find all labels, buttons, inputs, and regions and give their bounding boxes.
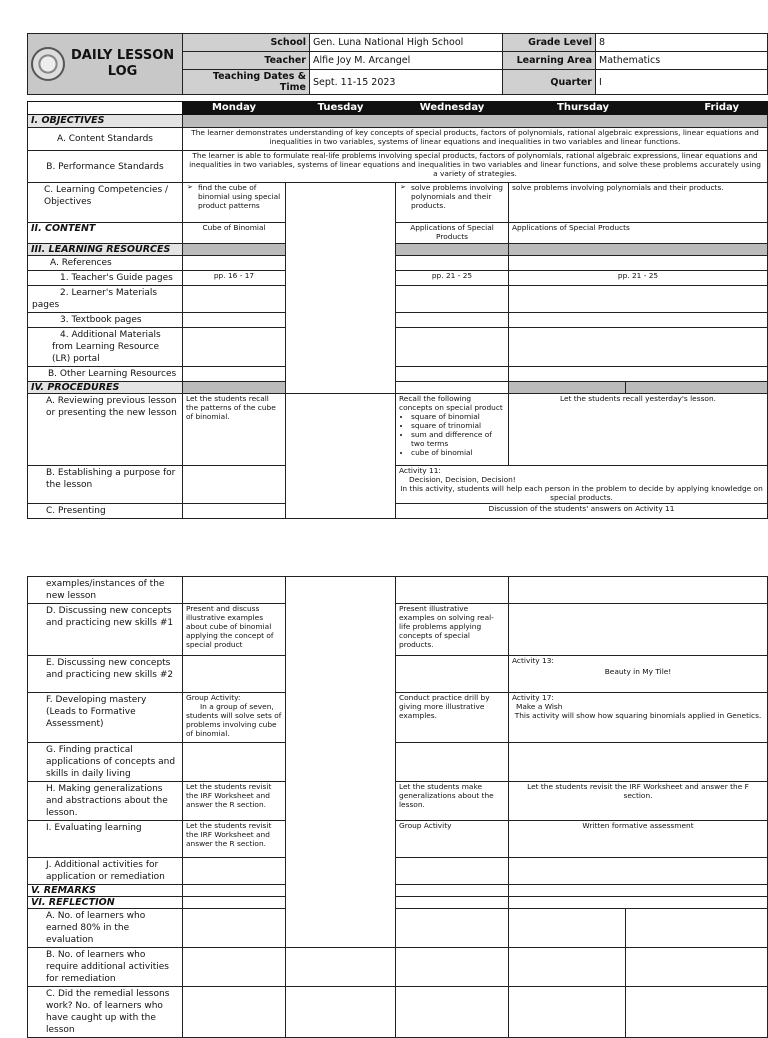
- day-friday: Friday: [704, 102, 740, 113]
- refl-c-fri: [626, 987, 768, 1038]
- activity-11-desc: In this activity, students will help each person in the problem to decide by applying knowledge on special products.: [400, 484, 763, 502]
- content-wed: Applications of Special Products: [396, 223, 509, 244]
- grade-label: Grade Level: [503, 34, 596, 52]
- day-thursday-friday: [509, 102, 768, 115]
- list-item: • square of binomial: [411, 412, 505, 421]
- reflection-thu: [509, 897, 768, 909]
- proc-bar-mon: [183, 382, 286, 394]
- tuesday-blank-3: [286, 577, 396, 948]
- remarks-mon: [183, 885, 286, 897]
- list-item: • cube of binomial: [411, 448, 505, 457]
- reflection-b-label: B. No. of learners who require additional activities for remediation: [28, 948, 183, 987]
- proc-h-mon: Let the students revisit the IRF Worksheet and answer the R section.: [183, 782, 286, 821]
- deped-seal-icon: [31, 47, 65, 81]
- refl-c-wed: [396, 987, 509, 1038]
- day-thursday: Thursday: [557, 102, 610, 113]
- content-section: II. CONTENT: [28, 223, 183, 244]
- remarks-thu: [509, 885, 768, 897]
- reflection-section: VI. REFLECTION: [28, 897, 183, 909]
- proc-a-label: A. Reviewing previous lesson or presenting the new lesson: [28, 394, 183, 466]
- proc-bar-tue: [396, 382, 509, 394]
- proc-c2-mon: [183, 577, 286, 604]
- tb-thu: [509, 313, 768, 328]
- objectives-bar: [183, 115, 768, 128]
- corner-cell: [28, 102, 183, 115]
- proc-c-label: C. Presenting: [28, 504, 183, 519]
- content-standards-label: A. Content Standards: [28, 128, 183, 151]
- performance-standards-text: The learner is able to formulate real-life problems involving special products, factors of polynomials, rational algebraic expressions, linear equations and inequalities in two variables, systems of linear equations and inequalities in two variables and linear functions, and solve these problems accurately using a variety of strategies.: [183, 151, 768, 183]
- proc-e-mon: [183, 656, 286, 693]
- reflection-mon: [183, 897, 286, 909]
- proc-g-thu: [509, 743, 768, 782]
- remarks-wed: [396, 885, 509, 897]
- refs-thu: [509, 256, 768, 271]
- refl-c-thu: [509, 987, 626, 1038]
- refl-a-wed: [396, 909, 509, 948]
- competency-mon: [183, 183, 286, 223]
- teacher-label: Teacher: [183, 52, 310, 70]
- references-label: A. References: [28, 256, 183, 271]
- proc-e-wed: [396, 656, 509, 693]
- textbook-label: 3. Textbook pages: [28, 313, 183, 328]
- refl-a-fri: [626, 909, 768, 948]
- objectives-section: I. OBJECTIVES: [28, 115, 183, 128]
- school-label: School: [183, 34, 310, 52]
- day-wednesday: Wednesday: [396, 102, 509, 115]
- other-thu: [509, 367, 768, 382]
- group-activity-label: Group Activity:: [186, 693, 241, 702]
- content-thu: Applications of Special Products: [509, 223, 768, 244]
- proc-i-mon: Let the students revisit the IRF Worksheet and answer the R section.: [183, 821, 286, 858]
- quarter-label: Quarter: [503, 70, 596, 95]
- other-mon: [183, 367, 286, 382]
- proc-g-wed: [396, 743, 509, 782]
- proc-d-mon: Present and discuss illustrative examples about cube of binomial applying the concept of special product: [183, 604, 286, 656]
- proc-f-thu: [509, 693, 768, 743]
- tg-thu: pp. 21 - 25: [509, 271, 768, 286]
- list-item: • sum and difference of two terms: [411, 430, 505, 448]
- proc-c-wed: Discussion of the students' answers on Activity 11: [396, 504, 768, 519]
- refl-b-mon: [183, 948, 286, 987]
- proc-h-thu: Let the students revisit the IRF Worksheet and answer the F section.: [509, 782, 768, 821]
- dates-label: Teaching Dates & Time: [183, 70, 310, 95]
- tb-mon: [183, 313, 286, 328]
- proc-j-thu: [509, 858, 768, 885]
- school-value: Gen. Luna National High School: [310, 34, 503, 52]
- proc-j-mon: [183, 858, 286, 885]
- proc-c2-wed: [396, 577, 509, 604]
- proc-e-thu: [509, 656, 768, 693]
- refl-c-tue: [286, 987, 396, 1038]
- competency-wed-item: ➢ solve problems involving polynomials and their products.: [411, 183, 505, 210]
- proc-j-wed: [396, 858, 509, 885]
- activity-11-title: Decision, Decision, Decision!: [409, 475, 516, 484]
- reflection-c-label: C. Did the remedial lessons work? No. of learners who have caught up with the lesson: [28, 987, 183, 1038]
- proc-c2-thu: [509, 577, 768, 604]
- proc-d-thu: [509, 604, 768, 656]
- proc-d-wed: Present illustrative examples on solving real-life problems applying concepts of special products.: [396, 604, 509, 656]
- tg-wed: pp. 21 - 25: [396, 271, 509, 286]
- content-mon: Cube of Binomial: [183, 223, 286, 244]
- proc-f-label: F. Developing mastery (Leads to Formative Assessment): [28, 693, 183, 743]
- competency-mon-item: ➢ find the cube of binomial using special product patterns: [198, 183, 282, 210]
- add-thu: [509, 328, 768, 367]
- activity-11-label: Activity 11:: [399, 466, 441, 475]
- proc-a-wed-intro: Recall the following concepts on special product: [399, 394, 503, 412]
- title-line1: DAILY LESSON: [71, 48, 175, 63]
- tg-label: 1. Teacher's Guide pages: [28, 271, 183, 286]
- proc-i-wed: Group Activity: [396, 821, 509, 858]
- lm-mon: [183, 286, 286, 313]
- proc-b-mon: [183, 466, 286, 504]
- remarks-section: V. REMARKS: [28, 885, 183, 897]
- lm-wed: [396, 286, 509, 313]
- proc-i-label: I. Evaluating learning: [28, 821, 183, 858]
- refl-b-tue: [286, 948, 396, 987]
- area-label: Learning Area: [503, 52, 596, 70]
- content-standards-text: The learner demonstrates understanding of key concepts of special products, factors of polynomials, rational algebraic expressions, linear equations and inequalities in two variables, systems of linear equations and inequalities in two variables and linear functions.: [183, 128, 768, 151]
- proc-b-wed: [396, 466, 768, 504]
- proc-a-mon: Let the students recall the patterns of the cube of binomial.: [183, 394, 286, 466]
- proc-h-label: H. Making generalizations and abstractions about the lesson.: [28, 782, 183, 821]
- refl-c-mon: [183, 987, 286, 1038]
- day-tuesday: Tuesday: [286, 102, 396, 115]
- resources-bar-mon: [183, 244, 286, 256]
- teacher-value: Alfie Joy M. Arcangel: [310, 52, 503, 70]
- competency-wed: [396, 183, 509, 223]
- proc-d-label: D. Discussing new concepts and practicing new skills #1: [28, 604, 183, 656]
- proc-bar-wed: [509, 382, 626, 394]
- header-table: [27, 33, 768, 95]
- quarter-value: I: [596, 70, 768, 95]
- activity-17-desc: This activity will show how squaring binomials applied in Genetics.: [514, 711, 762, 720]
- lesson-table-page2: [27, 576, 768, 1038]
- refl-b-thu: [509, 948, 626, 987]
- proc-g-label: G. Finding practical applications of concepts and skills in daily living: [28, 743, 183, 782]
- list-item: • square of trinomial: [411, 421, 505, 430]
- proc-b-label: B. Establishing a purpose for the lesson: [28, 466, 183, 504]
- refl-b-fri: [626, 948, 768, 987]
- resources-bar-thu: [509, 244, 768, 256]
- tuesday-blank-2: [286, 394, 396, 519]
- tuesday-blank-1: [286, 183, 396, 394]
- proc-c-label-cont: examples/instances of the new lesson: [28, 577, 183, 604]
- group-activity-desc: In a group of seven, students will solve sets of problems involving cube of binomial.: [186, 702, 282, 738]
- add-wed: [396, 328, 509, 367]
- resources-bar-wed: [396, 244, 509, 256]
- refl-a-thu: [509, 909, 626, 948]
- lm-thu: [509, 286, 768, 313]
- grade-value: 8: [596, 34, 768, 52]
- activity-13-label: Activity 13:: [512, 656, 554, 665]
- competency-thu: solve problems involving polynomials and their products.: [509, 183, 768, 223]
- proc-c-mon: [183, 504, 286, 519]
- procedures-section: IV. PROCEDURES: [28, 382, 183, 394]
- competencies-label: C. Learning Competencies / Objectives: [28, 183, 183, 223]
- proc-a-thu: Let the students recall yesterday's lesson.: [509, 394, 768, 466]
- activity-17-label: Activity 17:: [512, 693, 554, 702]
- area-value: Mathematics: [596, 52, 768, 70]
- lm-label: 2. Learner's Materials pages: [28, 286, 183, 313]
- refl-a-mon: [183, 909, 286, 948]
- proc-e-label: E. Discussing new concepts and practicing new skills #2: [28, 656, 183, 693]
- resources-section: III. LEARNING RESOURCES: [28, 244, 183, 256]
- activity-13-title: Beauty in My Tile!: [604, 667, 672, 676]
- day-monday: Monday: [183, 102, 286, 115]
- proc-g-mon: [183, 743, 286, 782]
- proc-f-mon: [183, 693, 286, 743]
- refs-wed: [396, 256, 509, 271]
- header-logo-cell: [28, 34, 183, 95]
- tb-wed: [396, 313, 509, 328]
- reflection-a-label: A. No. of learners who earned 80% in the evaluation: [28, 909, 183, 948]
- refl-b-wed: [396, 948, 509, 987]
- refs-mon: [183, 256, 286, 271]
- proc-j-label: J. Additional activities for application or remediation: [28, 858, 183, 885]
- add-mon: [183, 328, 286, 367]
- reflection-wed: [396, 897, 509, 909]
- additional-materials-label: 4. Additional Materials from Learning Resource (LR) portal: [28, 328, 183, 367]
- dates-value: Sept. 11-15 2023: [310, 70, 503, 95]
- proc-f-wed: Conduct practice drill by giving more illustrative examples.: [396, 693, 509, 743]
- title-line2: LOG: [107, 64, 138, 79]
- log-title: [71, 48, 174, 80]
- special-product-list: [399, 412, 505, 457]
- proc-a-wed: [396, 394, 509, 466]
- other-resources-label: B. Other Learning Resources: [28, 367, 183, 382]
- other-wed: [396, 367, 509, 382]
- proc-i-thu: Written formative assessment: [509, 821, 768, 858]
- activity-17-title: Make a Wish: [516, 702, 563, 711]
- tg-mon: pp. 16 - 17: [183, 271, 286, 286]
- proc-h-wed: Let the students make generalizations about the lesson.: [396, 782, 509, 821]
- proc-bar-thu: [626, 382, 768, 394]
- performance-standards-label: B. Performance Standards: [28, 151, 183, 183]
- lesson-table-page1: [27, 101, 768, 519]
